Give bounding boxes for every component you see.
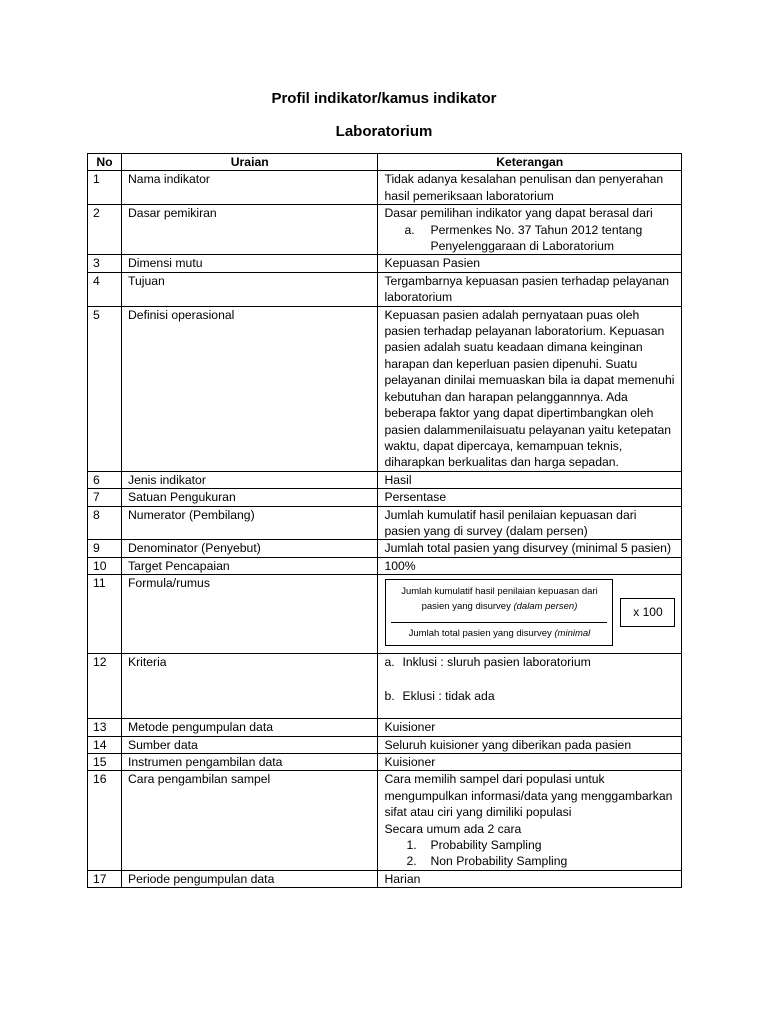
row-uraian: Target Pencapaian: [121, 557, 377, 574]
table-row: [88, 771, 682, 870]
row-number: 16: [88, 771, 122, 870]
table-row: [88, 489, 682, 506]
header-keterangan: Keterangan: [378, 154, 682, 171]
table-row: [88, 205, 682, 255]
page-title: Profil indikator/kamus indikator: [271, 90, 497, 107]
table-row: [88, 506, 682, 540]
keterangan-text: 100%: [384, 558, 416, 573]
keterangan-text: Hasil: [384, 472, 412, 487]
row-uraian: Satuan Pengukuran: [121, 489, 377, 506]
row-uraian: Metode pengumpulan data: [121, 719, 377, 736]
keterangan-text: Kuisioner: [384, 754, 436, 769]
row-uraian: Periode pengumpulan data: [121, 870, 377, 887]
row-keterangan: [378, 771, 682, 870]
table-row: [88, 471, 682, 488]
formula-denominator-text: Jumlah total pasien yang disurvey: [408, 628, 552, 640]
row-uraian: Tujuan: [121, 272, 377, 306]
page-subtitle: Laboratorium: [335, 123, 433, 140]
row-keterangan: [378, 654, 682, 719]
formula-denominator-italic: (minimal: [554, 628, 591, 640]
row-keterangan: [378, 870, 682, 887]
keterangan-text: Dasar pemilihan indikator yang dapat berasal dari: [384, 206, 653, 221]
row-number: 6: [88, 471, 122, 488]
row-number: 9: [88, 540, 122, 557]
formula-denominator: [386, 623, 612, 641]
keterangan-text: Persentase: [384, 490, 447, 505]
row-keterangan: [378, 255, 682, 272]
row-number: 8: [88, 506, 122, 540]
keterangan-text: Kepuasan Pasien: [384, 256, 481, 271]
row-uraian: Dimensi mutu: [121, 255, 377, 272]
row-keterangan: [378, 171, 682, 205]
numbered-list-marker: 1.: [406, 838, 417, 852]
row-number: 11: [88, 575, 122, 654]
header-no: No: [88, 154, 122, 171]
row-uraian: Kriteria: [121, 654, 377, 719]
row-keterangan: [378, 506, 682, 540]
numbered-list-marker: 2.: [406, 854, 417, 869]
numbered-list-item: [384, 837, 675, 853]
row-keterangan: [378, 205, 682, 255]
table-row: [88, 171, 682, 205]
table-row: [88, 557, 682, 574]
header-uraian: Uraian: [121, 154, 377, 171]
sub-list-text: Permenkes No. 37 Tahun 2012 tentang Penyelenggaraan di Laboratorium: [430, 222, 643, 254]
row-keterangan: [378, 306, 682, 471]
row-number: 13: [88, 719, 122, 736]
table-row: [88, 575, 682, 654]
row-number: 12: [88, 654, 122, 719]
table-row: [88, 272, 682, 306]
table-row: [88, 870, 682, 887]
numbered-list-text: Probability Sampling: [430, 838, 542, 852]
kriteria-marker: a.: [384, 655, 395, 670]
row-uraian: Nama indikator: [121, 171, 377, 205]
row-number: 4: [88, 272, 122, 306]
sub-list-marker: a.: [404, 222, 415, 237]
row-keterangan: [378, 575, 682, 654]
row-keterangan: [378, 753, 682, 770]
row-keterangan: [378, 557, 682, 574]
table-row: [88, 255, 682, 272]
row-uraian: Cara pengambilan sampel: [121, 771, 377, 870]
numbered-list-text: Non Probability Sampling: [430, 854, 568, 869]
keterangan-text: Tergambarnya kepuasan pasien terhadap pelayanan laboratorium: [384, 273, 670, 305]
row-number: 7: [88, 489, 122, 506]
row-number: 15: [88, 753, 122, 770]
row-uraian: Denominator (Penyebut): [121, 540, 377, 557]
sub-list-item: [384, 222, 675, 255]
table-row: [88, 540, 682, 557]
row-number: 10: [88, 557, 122, 574]
keterangan-text: Jumlah total pasien yang disurvey (minimal 5 pasien): [384, 541, 672, 556]
numbered-list-item: [384, 853, 675, 869]
kriteria-item: [384, 654, 675, 670]
row-number: 17: [88, 870, 122, 887]
row-uraian: Dasar pemikiran: [121, 205, 377, 255]
row-uraian: Instrumen pengambilan data: [121, 753, 377, 770]
table-row: [88, 654, 682, 719]
row-number: 5: [88, 306, 122, 471]
row-number: 3: [88, 255, 122, 272]
row-uraian: Jenis indikator: [121, 471, 377, 488]
indicator-profile-table: [87, 153, 682, 888]
formula-numerator: [386, 580, 612, 614]
table-row: [88, 719, 682, 736]
keterangan-text: Kuisioner: [384, 720, 436, 735]
keterangan-text: Harian: [384, 871, 421, 886]
row-uraian: Sumber data: [121, 736, 377, 753]
row-number: 2: [88, 205, 122, 255]
keterangan-text: Tidak adanya kesalahan penulisan dan penyerahan hasil pemeriksaan laboratorium: [384, 172, 664, 203]
keterangan-text: Jumlah kumulatif hasil penilaian kepuasan dari pasien yang di survey (dalam persen): [384, 507, 637, 538]
row-uraian: Definisi operasional: [121, 306, 377, 471]
row-number: 14: [88, 736, 122, 753]
keterangan-text: Cara memilih sampel dari populasi untuk mengumpulkan informasi/data yang menggambarkan sifat atau ciri yang dimiliki populasi: [384, 772, 673, 820]
row-keterangan: [378, 719, 682, 736]
kriteria-text: Eklusi : tidak ada: [402, 688, 495, 703]
formula-fraction-box: [385, 579, 613, 646]
row-keterangan: [378, 471, 682, 488]
kriteria-marker: b.: [384, 688, 395, 703]
keterangan-text: Secara umum ada 2 cara: [384, 821, 522, 836]
formula-numerator-text: Jumlah kumulatif hasil penilaian kepuasan dari pasien yang disurvey: [401, 586, 598, 613]
formula-block: [384, 575, 675, 653]
row-uraian: Formula/rumus: [121, 575, 377, 654]
row-number: 1: [88, 171, 122, 205]
table-row: [88, 306, 682, 471]
row-keterangan: [378, 540, 682, 557]
table-row: [88, 753, 682, 770]
row-keterangan: [378, 489, 682, 506]
row-keterangan: [378, 736, 682, 753]
formula-multiplier-box: x 100: [620, 598, 675, 627]
row-keterangan: [378, 272, 682, 306]
kriteria-text: Inklusi : sluruh pasien laboratorium: [402, 655, 591, 670]
formula-numerator-italic: (dalam persen): [513, 601, 578, 613]
row-uraian: Numerator (Pembilang): [121, 506, 377, 540]
keterangan-text: Kepuasan pasien adalah pernyataan puas oleh pasien terhadap pelayanan laboratorium. Kepuasan pasien adalah suatu keadaan dimana keinginan harapan dan keperluan pasien dipenuhi. Suatu pelayanan dinilai memuaskan bila ia dapat memenuhi kebutuhan dan harapan pelanggannnya. Ada beberapa faktor yang dapat dipertimbangkan oleh pasien dalammenilaisuatu pelayanan yaitu ketepatan waktu, dapat dipercaya, kemampuan teknis, diharapkan berkualitas dan harga sepadan.: [384, 307, 675, 470]
table-row: [88, 736, 682, 753]
kriteria-item: [384, 688, 675, 704]
table-header-row: [88, 154, 682, 171]
keterangan-text: Seluruh kuisioner yang diberikan pada pasien: [384, 737, 632, 752]
